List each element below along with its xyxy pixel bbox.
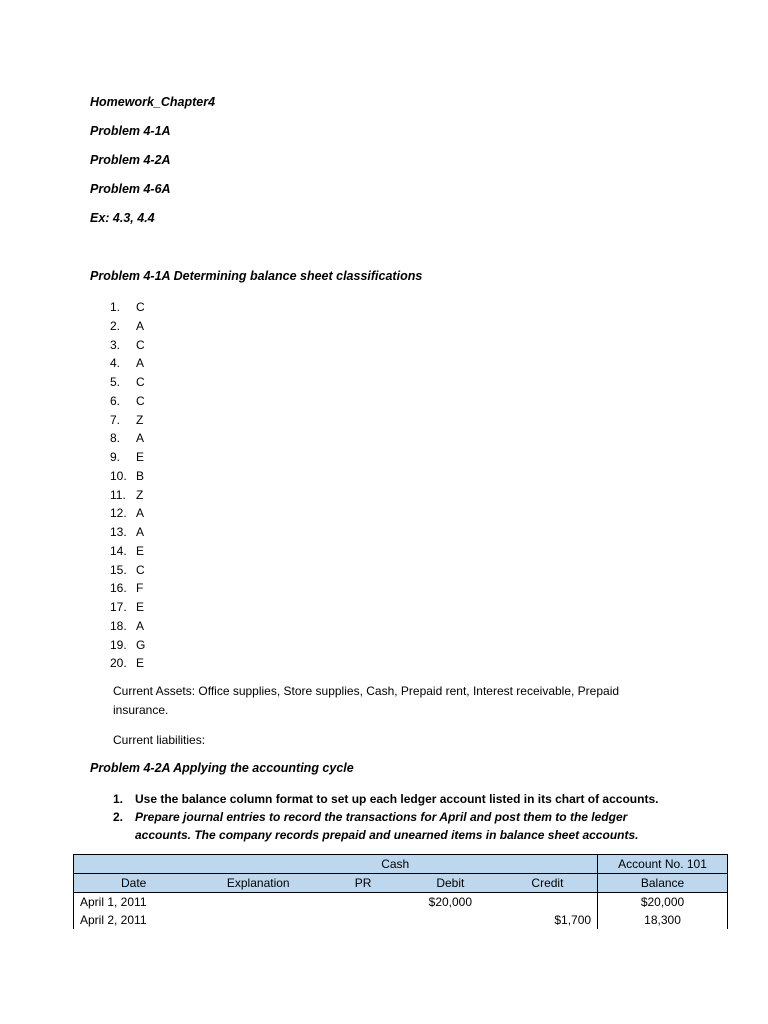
item-number: 11. (110, 487, 126, 502)
list-item (110, 598, 145, 617)
step-text: Use the balance column format to set up each ledger account listed in its chart of accounts. (135, 792, 659, 806)
account-number: Account No. 101 (598, 855, 728, 874)
item-value: E (136, 656, 145, 671)
item-value: G (136, 637, 146, 652)
list-item (110, 411, 145, 430)
item-value: C (136, 337, 145, 352)
column-header: PR (323, 874, 403, 893)
list-item (110, 486, 145, 505)
item-number: 10. (110, 468, 127, 483)
balance-cell: $20,000 (598, 893, 728, 912)
list-item (110, 448, 145, 467)
list-item (110, 354, 145, 373)
table-row (74, 911, 728, 929)
classification-answer-list (110, 298, 145, 673)
instruction-steps (113, 790, 673, 844)
list-item (110, 523, 145, 542)
pr-cell (323, 911, 403, 929)
debit-cell (403, 911, 498, 929)
item-number: 17. (110, 600, 127, 614)
list-item (110, 298, 145, 317)
step-number: 1. (113, 792, 124, 806)
item-number: 7. (110, 412, 121, 427)
date-cell: April 1, 2011 (74, 893, 194, 912)
item-number: 9. (110, 450, 121, 464)
item-value: E (136, 450, 145, 464)
column-header: Debit (403, 874, 498, 893)
explanation-cell (193, 911, 323, 929)
pr-cell (323, 893, 403, 912)
list-item (110, 636, 145, 655)
list-item (110, 429, 145, 448)
debit-cell: $20,000 (428, 895, 473, 909)
item-value: C (136, 300, 145, 314)
credit-cell (498, 893, 598, 912)
step-number: 2. (113, 810, 124, 824)
balance-cell: 18,300 (598, 911, 728, 929)
item-value: Z (136, 412, 144, 427)
item-value: E (136, 543, 145, 558)
item-value: C (136, 562, 145, 577)
list-item (110, 392, 145, 411)
list-item (110, 336, 145, 355)
assignment-item: Problem 4-6A (90, 182, 171, 196)
item-number: 19. (110, 637, 127, 652)
item-value: A (136, 356, 145, 371)
item-value: A (136, 506, 145, 521)
list-item (110, 579, 145, 598)
item-value: A (136, 431, 145, 446)
ledger-column-header (74, 874, 728, 893)
item-number: 13. (110, 525, 127, 539)
item-value: Z (136, 487, 144, 502)
column-header: Balance (598, 874, 728, 893)
list-item (110, 542, 145, 561)
document-title: Homework_Chapter4 (90, 95, 216, 109)
list-item (110, 561, 145, 580)
item-number: 16. (110, 581, 127, 596)
assignment-item: Ex: 4.3, 4.4 (90, 211, 155, 225)
table-row (74, 893, 728, 912)
account-name: Cash (193, 855, 597, 874)
item-value: B (136, 468, 145, 483)
section-heading-4-2a: Problem 4-2A Applying the accounting cycle (90, 761, 354, 775)
item-number: 20. (110, 656, 127, 671)
item-number: 1. (110, 300, 121, 314)
column-header: Explanation (193, 874, 323, 893)
list-item (110, 504, 145, 523)
item-number: 3. (110, 337, 121, 352)
ledger-account-header (74, 855, 728, 874)
item-number: 5. (110, 375, 121, 389)
item-value: A (136, 525, 145, 539)
item-value: E (136, 600, 145, 614)
column-header: Date (74, 874, 194, 893)
item-value: A (136, 318, 145, 333)
item-value: F (136, 581, 144, 596)
assignment-item: Problem 4-1A (90, 124, 171, 138)
current-assets-text: Current Assets: Office supplies, Store supplies, Cash, Prepaid rent, Interest receivable, Prepaid insurance. (113, 684, 620, 717)
item-number: 6. (110, 393, 121, 408)
explanation-cell (193, 893, 323, 912)
item-number: 14. (110, 543, 127, 558)
current-liabilities-text: Current liabilities: (113, 733, 206, 747)
assignment-item: Problem 4-2A (90, 153, 171, 167)
cash-ledger-table (73, 854, 728, 929)
list-item (110, 617, 145, 636)
list-item (110, 373, 145, 392)
credit-cell: $1,700 (554, 913, 592, 927)
item-value: C (136, 393, 145, 408)
item-number: 4. (110, 356, 121, 371)
item-number: 18. (110, 618, 127, 633)
list-item (110, 467, 145, 486)
item-value: A (136, 618, 145, 633)
column-header: Credit (498, 874, 598, 893)
instruction-step (113, 790, 673, 808)
item-number: 12. (110, 506, 127, 521)
instruction-step (113, 808, 673, 844)
item-number: 2. (110, 318, 121, 333)
step-text: Prepare journal entries to record the transactions for April and post them to the ledger accounts. The company records prepaid and unearned items in balance sheet accounts. (135, 810, 639, 842)
date-cell: April 2, 2011 (74, 911, 194, 929)
item-number: 8. (110, 431, 121, 446)
item-number: 15. (110, 562, 127, 577)
list-item (110, 317, 145, 336)
section-heading-4-1a: Problem 4-1A Determining balance sheet classifications (90, 269, 423, 283)
item-value: C (136, 375, 145, 389)
list-item (110, 654, 145, 673)
